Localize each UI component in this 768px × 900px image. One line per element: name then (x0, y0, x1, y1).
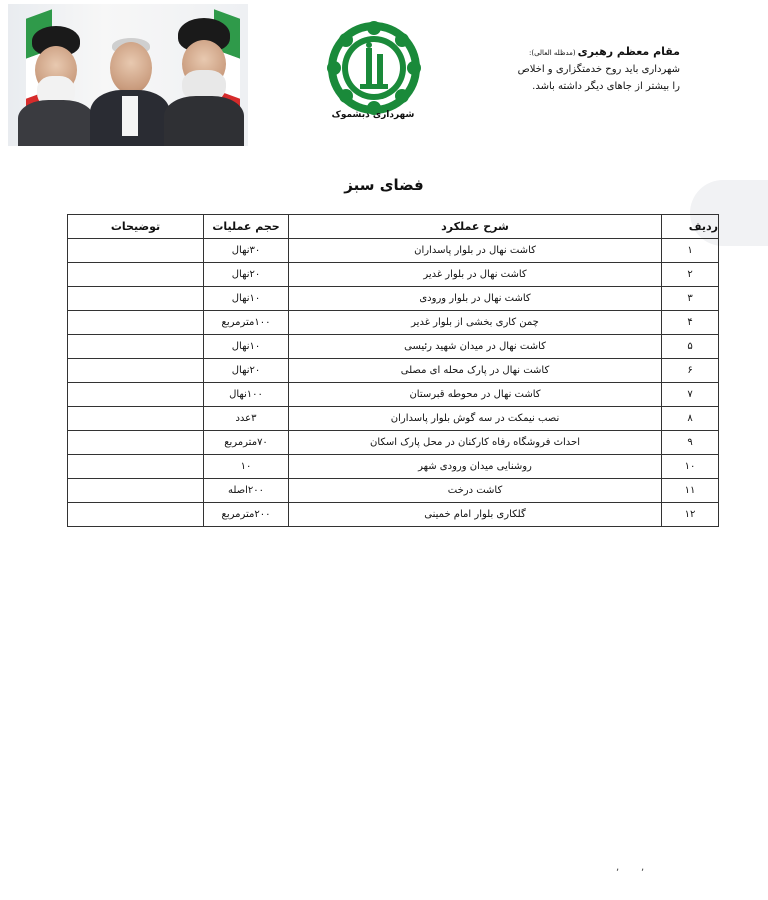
volume-cell: ۱۰۰مترمربع (204, 311, 289, 335)
row-number-cell: ۱ (662, 239, 719, 263)
volume-cell: ۱۰نهال (204, 335, 289, 359)
row-number-cell: ۱۲ (662, 503, 719, 527)
row-number-cell: ۵ (662, 335, 719, 359)
table-row (68, 239, 719, 263)
volume-cell: ۳عدد (204, 407, 289, 431)
notes-cell (68, 239, 204, 263)
description-cell: کاشت نهال در پارک محله ای مصلی (289, 359, 662, 383)
performance-table (67, 214, 719, 527)
row-number-cell: ۱۱ (662, 479, 719, 503)
row-number-cell: ۶ (662, 359, 719, 383)
notes-cell (68, 383, 204, 407)
description-cell: کاشت نهال در محوطه قبرستان (289, 383, 662, 407)
table-header-row (68, 215, 719, 239)
volume-cell: ۱۰نهال (204, 287, 289, 311)
portrait-center (90, 22, 170, 146)
notes-cell (68, 455, 204, 479)
volume-cell: ۲۰نهال (204, 263, 289, 287)
description-cell: کاشت نهال در میدان شهید رئیسی (289, 335, 662, 359)
volume-cell: ۲۰نهال (204, 359, 289, 383)
notes-cell (68, 431, 204, 455)
row-number-cell: ۹ (662, 431, 719, 455)
description-cell: کاشت نهال در بلوار غدیر (289, 263, 662, 287)
quote-line-1: شهرداری باید روح خدمتگزاری و اخلاص (517, 64, 680, 75)
table-row (68, 263, 719, 287)
notes-cell (68, 311, 204, 335)
description-cell: کاشت نهال در بلوار ورودی (289, 287, 662, 311)
notes-cell (68, 407, 204, 431)
quote-subtitle: (مدظله العالی): (529, 49, 576, 57)
volume-cell: ۷۰مترمربع (204, 431, 289, 455)
table-row (68, 407, 719, 431)
volume-cell: ۳۰نهال (204, 239, 289, 263)
portrait-right (164, 14, 244, 146)
volume-cell: ۱۰ (204, 455, 289, 479)
volume-cell: ۲۰۰اصله (204, 479, 289, 503)
quote-line-2: را بیشتر از جاهای دیگر داشته باشد. (532, 81, 680, 92)
logo-caption: شهرداری دبشموک (331, 110, 415, 120)
notes-cell (68, 479, 204, 503)
notes-cell (68, 503, 204, 527)
table-row (68, 479, 719, 503)
table-row (68, 359, 719, 383)
table-row (68, 311, 719, 335)
header-banner-image (8, 4, 248, 146)
description-cell: کاشت نهال در بلوار پاسداران (289, 239, 662, 263)
row-number-cell: ۲ (662, 263, 719, 287)
leader-quote (380, 44, 680, 95)
row-number-cell: ۴ (662, 311, 719, 335)
volume-cell: ۲۰۰مترمربع (204, 503, 289, 527)
header-volume: حجم عملیات (204, 215, 289, 239)
footer-mark: , (641, 862, 645, 873)
table-row (68, 335, 719, 359)
header-description: شرح عملکرد (289, 215, 662, 239)
table-row (68, 455, 719, 479)
description-cell: روشنایی میدان ورودی شهر (289, 455, 662, 479)
row-number-cell: ۳ (662, 287, 719, 311)
row-number-cell: ۷ (662, 383, 719, 407)
notes-cell (68, 287, 204, 311)
description-cell: نصب نیمکت در سه گوش بلوار پاسداران (289, 407, 662, 431)
table-row (68, 431, 719, 455)
description-cell: احداث فروشگاه رفاه کارکنان در محل پارک اسکان (289, 431, 662, 455)
header-notes: توضیحات (68, 215, 204, 239)
portrait-left (18, 18, 94, 146)
footer-mark: , (616, 862, 620, 873)
header-row-number: ردیف (662, 215, 719, 239)
description-cell: چمن کاری بخشی از بلوار غدیر (289, 311, 662, 335)
table-row (68, 383, 719, 407)
table-body (68, 239, 719, 527)
table-row (68, 287, 719, 311)
volume-cell: ۱۰۰نهال (204, 383, 289, 407)
description-cell: گلکاری بلوار امام خمینی (289, 503, 662, 527)
row-number-cell: ۱۰ (662, 455, 719, 479)
notes-cell (68, 263, 204, 287)
description-cell: کاشت درخت (289, 479, 662, 503)
row-number-cell: ۸ (662, 407, 719, 431)
quote-title: مقام معظم رهبری (577, 45, 680, 58)
section-title: فضای سبز (344, 176, 424, 194)
notes-cell (68, 359, 204, 383)
table-row (68, 503, 719, 527)
notes-cell (68, 335, 204, 359)
